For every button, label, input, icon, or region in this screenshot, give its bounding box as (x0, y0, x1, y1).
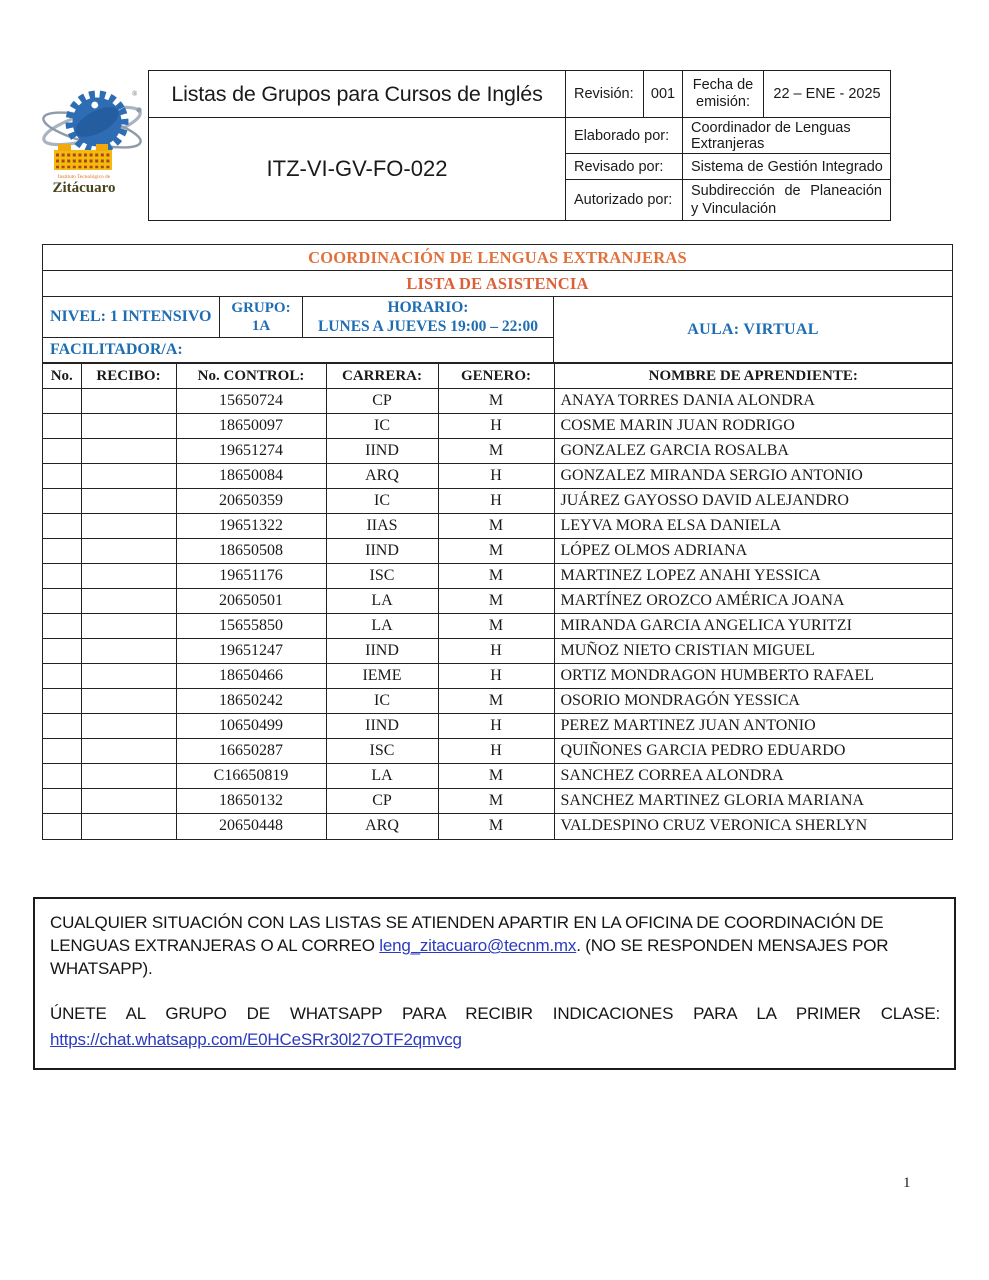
cell-control: 19651274 (176, 439, 326, 464)
cell-control: 10650499 (176, 714, 326, 739)
cell-carrera: IC (326, 414, 438, 439)
cell-control: 16650287 (176, 739, 326, 764)
cell-carrera: ISC (326, 739, 438, 764)
email-link[interactable]: leng_zitacuaro@tecnm.mx (379, 936, 577, 956)
cell-control: C16650819 (176, 764, 326, 789)
column-header-genero: GENERO: (438, 364, 554, 389)
cell-control: 19651322 (176, 514, 326, 539)
cell-no (43, 564, 81, 589)
cell-carrera: CP (326, 389, 438, 414)
cell-recibo (81, 814, 176, 839)
cell-no (43, 514, 81, 539)
logo-institute-text: Instituto Tecnológico de (57, 174, 111, 180)
facilitador-cell: FACILITADOR/A: (50, 341, 183, 358)
revision-label: Revisión: (566, 71, 644, 118)
cell-genero: H (438, 639, 554, 664)
cell-recibo (81, 764, 176, 789)
department-title: COORDINACIÓN DE LENGUAS EXTRANJERAS (43, 245, 952, 271)
cell-nombre: MARTÍNEZ OROZCO AMÉRICA JOANA (554, 589, 952, 614)
cell-carrera: ARQ (326, 814, 438, 839)
cell-recibo (81, 714, 176, 739)
notes-box (33, 897, 956, 1070)
cell-no (43, 589, 81, 614)
cell-genero: M (438, 564, 554, 589)
cell-carrera: IC (326, 689, 438, 714)
cell-recibo (81, 614, 176, 639)
cell-control: 19651176 (176, 564, 326, 589)
cell-nombre: ANAYA TORRES DANIA ALONDRA (554, 389, 952, 414)
cell-genero: H (438, 489, 554, 514)
cell-control: 20650501 (176, 589, 326, 614)
cell-recibo (81, 564, 176, 589)
cell-recibo (81, 489, 176, 514)
elaborado-value: Coordinador de Lenguas Extranjeras (683, 118, 891, 154)
cell-genero: M (438, 789, 554, 814)
column-header-recibo: RECIBO: (81, 364, 176, 389)
cell-control: 18650132 (176, 789, 326, 814)
table-row (43, 739, 952, 764)
cell-nombre: LÓPEZ OLMOS ADRIANA (554, 539, 952, 564)
autorizado-label: Autorizado por: (566, 180, 683, 221)
cell-genero: M (438, 764, 554, 789)
cell-carrera: IIAS (326, 514, 438, 539)
registered-trademark-icon: ® (132, 90, 138, 98)
cell-no (43, 464, 81, 489)
column-header-carrera: CARRERA: (326, 364, 438, 389)
cell-nombre: GONZALEZ MIRANDA SERGIO ANTONIO (554, 464, 952, 489)
table-row (43, 414, 952, 439)
table-row (43, 539, 952, 564)
table-row (43, 514, 952, 539)
revisado-value: Sistema de Gestión Integrado (683, 154, 891, 180)
column-header-nombre: NOMBRE DE APRENDIENTE: (554, 364, 952, 389)
cell-recibo (81, 789, 176, 814)
cell-genero: H (438, 714, 554, 739)
cell-carrera: LA (326, 589, 438, 614)
cell-carrera: IIND (326, 714, 438, 739)
list-title: LISTA DE ASISTENCIA (43, 271, 952, 297)
cell-nombre: COSME MARIN JUAN RODRIGO (554, 414, 952, 439)
cell-nombre: GONZALEZ GARCIA ROSALBA (554, 439, 952, 464)
cell-control: 18650097 (176, 414, 326, 439)
cell-recibo (81, 689, 176, 714)
table-row (43, 814, 952, 839)
table-row (43, 764, 952, 789)
table-header-row (43, 364, 952, 389)
cell-genero: M (438, 389, 554, 414)
grupo-label: GRUPO: (231, 300, 291, 316)
cell-no (43, 764, 81, 789)
cell-no (43, 614, 81, 639)
cell-nombre: LEYVA MORA ELSA DANIELA (554, 514, 952, 539)
cell-control: 18650466 (176, 664, 326, 689)
table-row (43, 614, 952, 639)
cell-carrera: ARQ (326, 464, 438, 489)
cell-nombre: VALDESPINO CRUZ VERONICA SHERLYN (554, 814, 952, 839)
doc-header-table (148, 70, 891, 221)
note-situation (50, 911, 940, 980)
revision-value: 001 (644, 71, 683, 118)
cell-nombre: MARTINEZ LOPEZ ANAHI YESSICA (554, 564, 952, 589)
cell-nombre: ORTIZ MONDRAGON HUMBERTO RAFAEL (554, 664, 952, 689)
horario-cell (303, 297, 553, 337)
cell-no (43, 664, 81, 689)
column-header-no: No. (43, 364, 81, 389)
table-row (43, 664, 952, 689)
cell-control: 18650084 (176, 464, 326, 489)
cell-recibo (81, 514, 176, 539)
table-row (43, 489, 952, 514)
grupo-value: 1A (251, 318, 271, 334)
cell-genero: M (438, 514, 554, 539)
grupo-cell (220, 297, 303, 337)
cell-carrera: LA (326, 614, 438, 639)
nivel-cell: NIVEL: 1 INTENSIVO (43, 297, 220, 337)
cell-genero: H (438, 739, 554, 764)
cell-nombre: OSORIO MONDRAGÓN YESSICA (554, 689, 952, 714)
cell-carrera: CP (326, 789, 438, 814)
cell-carrera: IC (326, 489, 438, 514)
page-number: 1 (903, 1175, 911, 1191)
logo-name-text: Zitácuaro (52, 180, 116, 196)
cell-recibo (81, 639, 176, 664)
cell-control: 20650448 (176, 814, 326, 839)
horario-label: HORARIO: (387, 298, 469, 316)
table-row (43, 639, 952, 664)
table-row (43, 439, 952, 464)
table-row (43, 564, 952, 589)
note-situation-tail: . (NO SE RESPONDEN MENSAJES POR WHATSAPP). (50, 936, 889, 979)
cell-recibo (81, 414, 176, 439)
cell-control: 15650724 (176, 389, 326, 414)
table-row (43, 789, 952, 814)
cell-recibo (81, 389, 176, 414)
cell-no (43, 639, 81, 664)
table-row (43, 389, 952, 414)
cell-carrera: ISC (326, 564, 438, 589)
cell-recibo (81, 739, 176, 764)
cell-carrera: LA (326, 764, 438, 789)
cell-control: 19651247 (176, 639, 326, 664)
cell-nombre: PEREZ MARTINEZ JUAN ANTONIO (554, 714, 952, 739)
elaborado-label: Elaborado por: (566, 118, 683, 154)
aula-cell: AULA: VIRTUAL (687, 320, 819, 338)
cell-nombre: SANCHEZ CORREA ALONDRA (554, 764, 952, 789)
cell-no (43, 489, 81, 514)
cell-recibo (81, 439, 176, 464)
emission-date-value: 22 – ENE - 2025 (764, 71, 891, 118)
cell-control: 18650242 (176, 689, 326, 714)
cell-genero: M (438, 589, 554, 614)
cell-recibo (81, 589, 176, 614)
logo-building (54, 144, 112, 170)
cell-nombre: JUÁREZ GAYOSSO DAVID ALEJANDRO (554, 489, 952, 514)
document-code: ITZ-VI-GV-FO-022 (149, 118, 566, 221)
cell-control: 20650359 (176, 489, 326, 514)
whatsapp-group-link[interactable]: https://chat.whatsapp.com/E0HCeSRr30l27OTF2qmvcg (50, 1030, 462, 1050)
cell-no (43, 714, 81, 739)
table-row (43, 589, 952, 614)
cell-genero: M (438, 539, 554, 564)
cell-genero: M (438, 814, 554, 839)
cell-genero: M (438, 439, 554, 464)
column-header-control: No. CONTROL: (176, 364, 326, 389)
itz-logo (40, 80, 148, 206)
cell-no (43, 414, 81, 439)
cell-genero: M (438, 614, 554, 639)
cell-no (43, 814, 81, 839)
table-row (43, 689, 952, 714)
cell-nombre: MUÑOZ NIETO CRISTIAN MIGUEL (554, 639, 952, 664)
cell-no (43, 689, 81, 714)
cell-carrera: IEME (326, 664, 438, 689)
document-title: Listas de Grupos para Cursos de Inglés (149, 71, 566, 118)
horario-value: LUNES A JUEVES 19:00 – 22:00 (317, 318, 539, 335)
emission-date-label: Fecha de emisión: (683, 71, 764, 118)
cell-no (43, 439, 81, 464)
cell-no (43, 739, 81, 764)
attendance-roster (42, 244, 953, 840)
note-situation-text: CUALQUIER SITUACIÓN CON LAS LISTAS SE ATIENDEN APARTIR EN LA OFICINA DE COORDINACIÓN DE LENGUAS EXTRANJERAS O AL CORREO (50, 913, 884, 956)
cell-no (43, 389, 81, 414)
cell-nombre: QUIÑONES GARCIA PEDRO EDUARDO (554, 739, 952, 764)
revisado-label: Revisado por: (566, 154, 683, 180)
autorizado-value: Subdirección de Planeación y Vinculación (683, 180, 891, 221)
cell-carrera: IIND (326, 439, 438, 464)
cell-no (43, 539, 81, 564)
cell-genero: M (438, 689, 554, 714)
cell-nombre: SANCHEZ MARTINEZ GLORIA MARIANA (554, 789, 952, 814)
cell-carrera: IIND (326, 639, 438, 664)
cell-recibo (81, 464, 176, 489)
table-row (43, 714, 952, 739)
note-whatsapp: ÚNETE AL GRUPO DE WHATSAPP PARA RECIBIR INDICACIONES PARA LA PRIMER CLASE: (50, 1004, 940, 1024)
cell-nombre: MIRANDA GARCIA ANGELICA YURITZI (554, 614, 952, 639)
cell-genero: H (438, 414, 554, 439)
cell-recibo (81, 539, 176, 564)
cell-control: 15655850 (176, 614, 326, 639)
students-table (43, 363, 952, 839)
cell-control: 18650508 (176, 539, 326, 564)
cell-no (43, 789, 81, 814)
cell-genero: H (438, 664, 554, 689)
course-info-band (43, 297, 952, 363)
cell-recibo (81, 664, 176, 689)
table-row (43, 464, 952, 489)
cell-genero: H (438, 464, 554, 489)
cell-carrera: IIND (326, 539, 438, 564)
